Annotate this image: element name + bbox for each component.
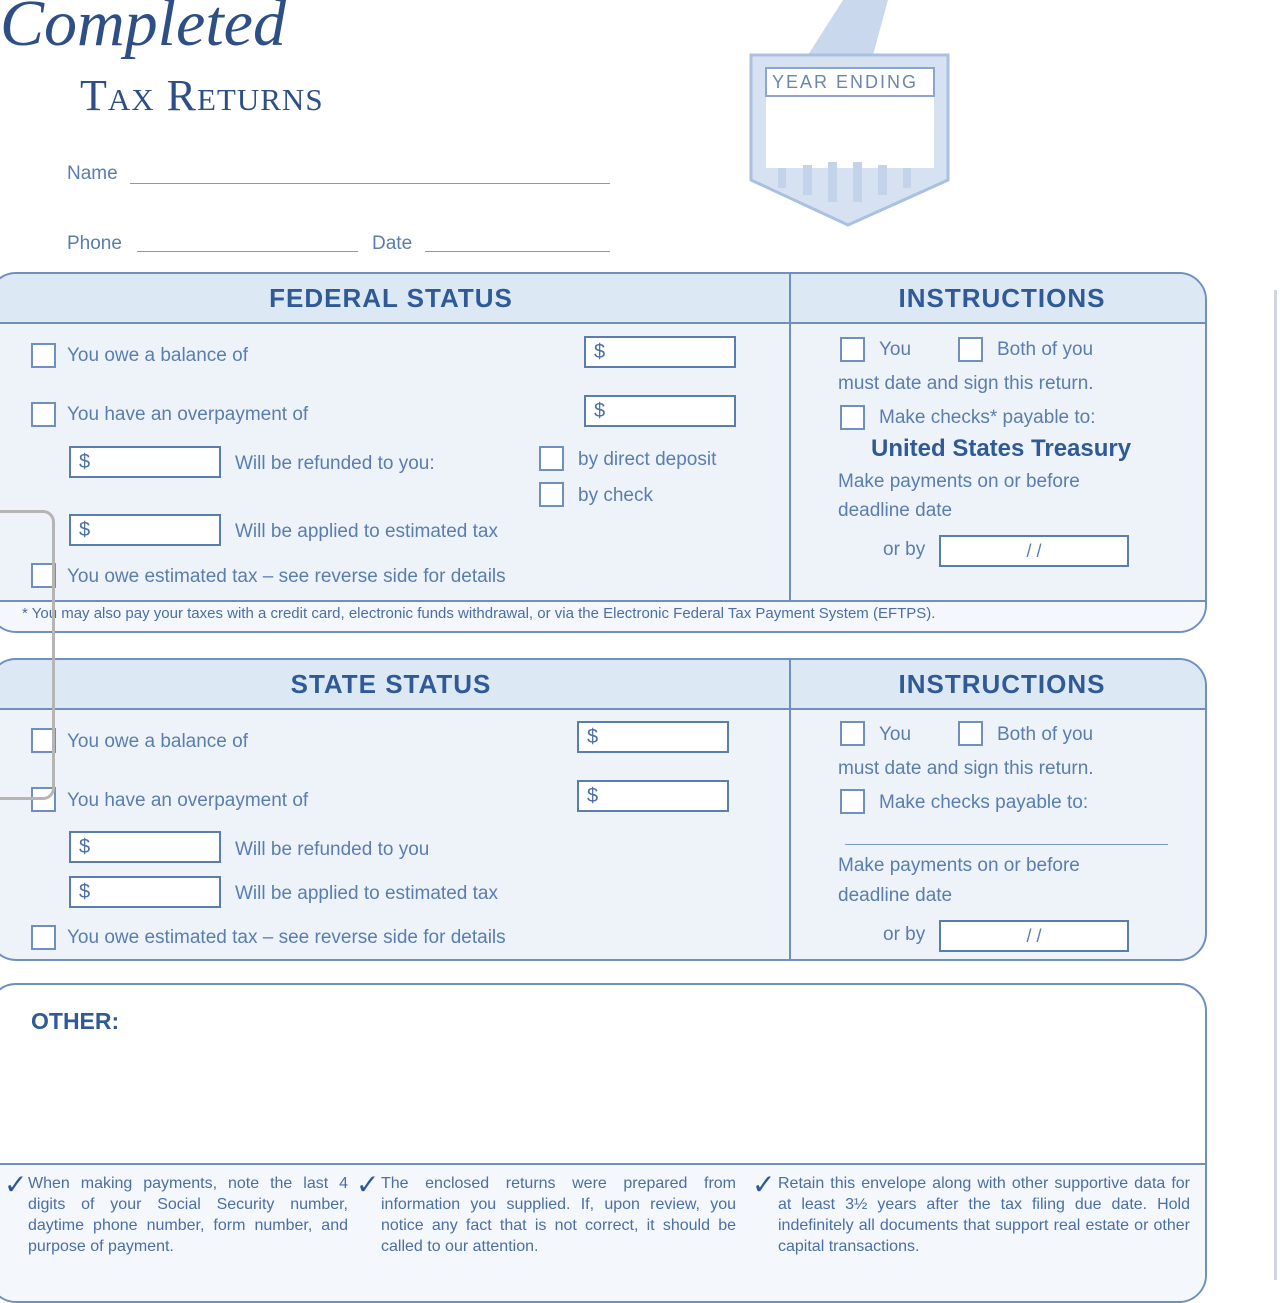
state-instructions-heading: INSTRUCTIONS <box>792 660 1207 710</box>
or-by-label: or by <box>883 539 926 560</box>
selection-overlay <box>0 510 55 800</box>
note-retain-envelope: Retain this envelope along with other supportive data for at least 3½ years after the tax filing due date. Hold indefinitely all documents that support real estate or other capital transactions. <box>778 1175 1190 1255</box>
you-checkbox[interactable] <box>840 337 865 362</box>
owe-balance-amount[interactable]: $ <box>584 336 736 368</box>
note-enclosed-returns: The enclosed returns were prepared from information you supplied. If, upon review, you notice any fact that is not correct, it should be called to our attention. <box>381 1175 736 1255</box>
state-both-checkbox[interactable] <box>958 721 983 746</box>
state-refund-amount[interactable]: $ <box>69 831 221 863</box>
state-applied-label: Will be applied to estimated tax <box>235 883 498 904</box>
both-checkbox[interactable] <box>958 337 983 362</box>
state-date-field[interactable]: / / <box>939 920 1129 952</box>
direct-deposit-label: by direct deposit <box>578 449 717 470</box>
federal-footnote: * You may also pay your taxes with a credit card, electronic funds withdrawal, or via the Electronic Federal Tax Payment System (EFTPS). <box>22 605 936 622</box>
state-you-label: You <box>879 724 912 745</box>
applied-label: Will be applied to estimated tax <box>235 521 498 542</box>
state-overpayment-label: You have an overpayment of <box>67 790 309 811</box>
state-make-payments-text: Make payments on or before <box>838 855 1080 876</box>
state-overpayment-amount[interactable]: $ <box>577 780 729 812</box>
state-or-by-label: or by <box>883 924 926 945</box>
refund-label: Will be refunded to you: <box>235 453 435 474</box>
phone-label: Phone <box>67 233 122 254</box>
name-field[interactable] <box>130 183 610 184</box>
make-payments-text: Make payments on or before <box>838 471 1080 492</box>
owe-estimated-label: You owe estimated tax – see reverse side for details <box>67 566 506 587</box>
state-refund-label: Will be refunded to you <box>235 839 430 860</box>
owe-balance-label: You owe a balance of <box>67 345 249 366</box>
state-owe-balance-label: You owe a balance of <box>67 731 249 752</box>
checkmark-icon: ✓ <box>752 1169 776 1200</box>
both-label: Both of you <box>997 339 1094 360</box>
federal-date-field[interactable]: / / <box>939 535 1129 567</box>
by-check-label: by check <box>578 485 653 506</box>
year-ending-badge-icon <box>748 0 953 230</box>
form-title: Completed <box>0 0 286 60</box>
state-you-checkbox[interactable] <box>840 721 865 746</box>
other-notes-area[interactable] <box>0 1040 1200 1155</box>
form-subtitle: Tax Returns <box>80 71 324 120</box>
divider <box>789 660 791 961</box>
must-sign-text: must date and sign this return. <box>838 373 1094 394</box>
divider <box>789 274 791 602</box>
federal-status-heading: FEDERAL STATUS <box>0 274 792 324</box>
state-both-label: Both of you <box>997 724 1094 745</box>
checkmark-icon: ✓ <box>4 1169 28 1200</box>
applied-amount[interactable]: $ <box>69 514 221 546</box>
state-owe-estimated-label: You owe estimated tax – see reverse side for details <box>67 927 506 948</box>
edge-divider <box>1274 290 1277 1280</box>
federal-instructions-heading: INSTRUCTIONS <box>792 274 1207 324</box>
state-applied-amount[interactable]: $ <box>69 876 221 908</box>
state-must-sign-text: must date and sign this return. <box>838 758 1094 779</box>
owe-balance-checkbox[interactable] <box>31 343 56 368</box>
note-payments: When making payments, note the last 4 digits of your Social Security number, daytime phone number, form number, and purpose of payment. <box>28 1175 348 1255</box>
overpayment-amount[interactable]: $ <box>584 395 736 427</box>
checkmark-icon: ✓ <box>356 1169 380 1200</box>
state-owe-estimated-checkbox[interactable] <box>31 925 56 950</box>
state-make-checks-checkbox[interactable] <box>840 789 865 814</box>
state-owe-balance-amount[interactable]: $ <box>577 721 729 753</box>
overpayment-label: You have an overpayment of <box>67 404 309 425</box>
state-make-checks-label: Make checks payable to: <box>879 792 1089 813</box>
state-payee-field[interactable] <box>845 844 1168 845</box>
name-label: Name <box>67 163 118 184</box>
date-label: Date <box>372 233 413 254</box>
deadline-text: deadline date <box>838 500 953 521</box>
other-heading: OTHER: <box>31 1008 120 1034</box>
payee-name: United States Treasury <box>871 435 1132 462</box>
refund-amount[interactable]: $ <box>69 446 221 478</box>
date-field[interactable] <box>425 251 610 252</box>
direct-deposit-checkbox[interactable] <box>539 446 564 471</box>
state-deadline-text: deadline date <box>838 885 953 906</box>
state-status-heading: STATE STATUS <box>0 660 792 710</box>
make-checks-checkbox[interactable] <box>840 405 865 430</box>
you-label: You <box>879 339 912 360</box>
by-check-checkbox[interactable] <box>539 482 564 507</box>
phone-field[interactable] <box>137 251 358 252</box>
year-ending-label: YEAR ENDING <box>772 72 919 92</box>
make-checks-label: Make checks* payable to: <box>879 407 1096 428</box>
overpayment-checkbox[interactable] <box>31 402 56 427</box>
